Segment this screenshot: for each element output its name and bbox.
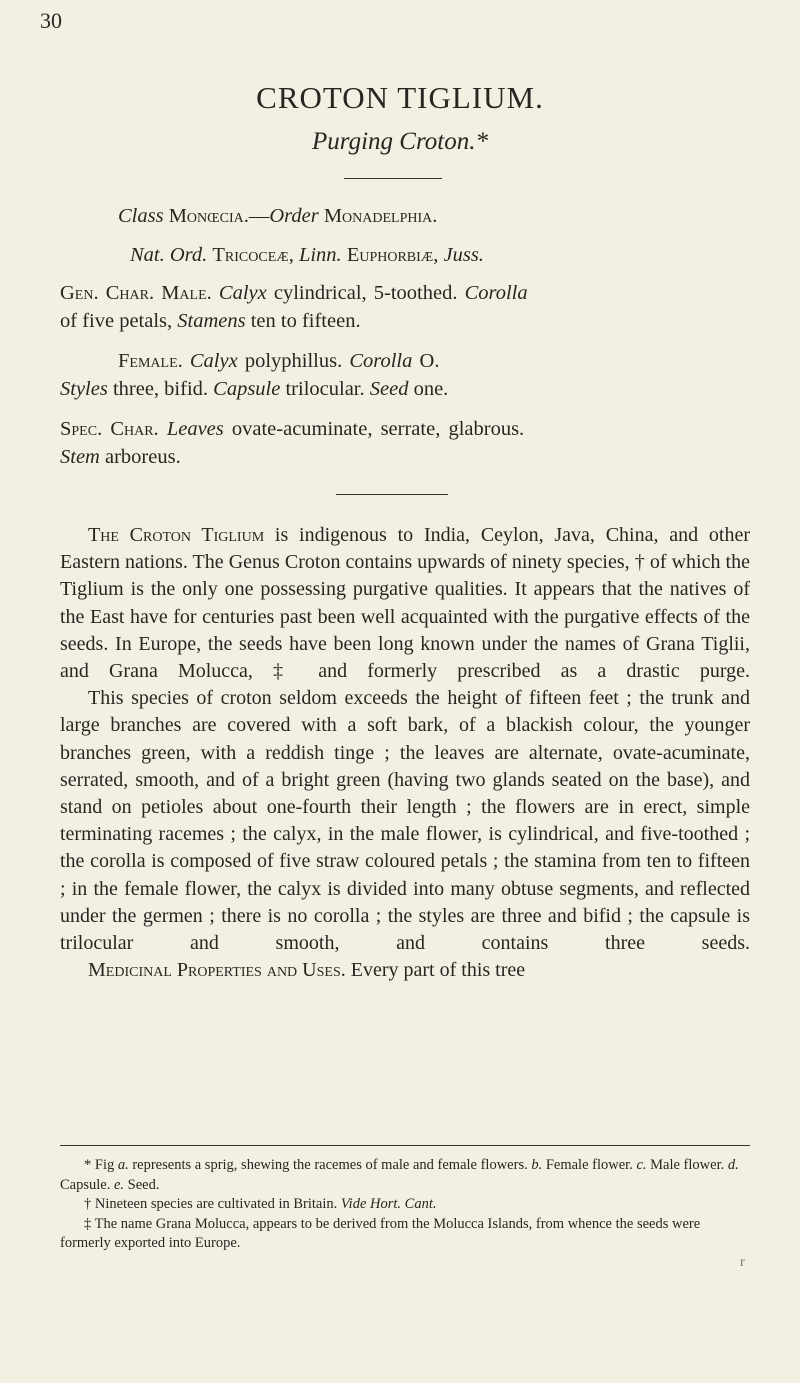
- section-divider: [336, 494, 448, 495]
- capsule-text: trilocular.: [285, 378, 365, 400]
- medicinal-text: Every part of this tree: [345, 959, 526, 982]
- spec-char-label: Spec. Char.: [60, 418, 159, 440]
- male-stamens-text: ten to fifteen.: [250, 310, 361, 332]
- seed-text: one.: [413, 378, 449, 400]
- paragraph-description: [60, 685, 750, 957]
- female-label: Female.: [118, 350, 183, 372]
- stem-text: arboreus.: [104, 446, 181, 468]
- fig-key-d: d.: [727, 1157, 739, 1173]
- male-label: Male.: [161, 282, 212, 304]
- paragraph-lead: The Croton Tiglium: [88, 524, 265, 546]
- class-value: Monœcia.: [168, 205, 249, 227]
- female-corolla-label: Corolla: [349, 350, 413, 372]
- female-corolla-text: O.: [419, 350, 440, 372]
- male-calyx-text: cylindrical, 5-toothed.: [273, 282, 458, 304]
- female-calyx-label: Calyx: [189, 350, 238, 372]
- body-text: [60, 522, 750, 984]
- capsule-label: Capsule: [213, 378, 281, 400]
- natord-value-2: Euphorbiæ,: [346, 244, 439, 266]
- fig-key-b: b.: [531, 1157, 543, 1173]
- male-corolla-label: Corolla: [464, 282, 528, 304]
- natord-authority-2: Juss.: [443, 244, 484, 266]
- footnote-name-origin: [60, 1215, 750, 1254]
- leaves-text: ovate-acuminate, serrate, glabrous.: [231, 418, 525, 440]
- stem-label: Stem: [60, 446, 100, 468]
- fig-key-e: e.: [113, 1176, 125, 1193]
- gen-char-label: Gen. Char.: [60, 282, 155, 304]
- fig-desc-c: Male flower.: [646, 1157, 725, 1173]
- spec-char-line-1: [60, 418, 524, 441]
- fig-desc-e: Seed.: [124, 1176, 160, 1193]
- page-number: 30: [40, 8, 62, 33]
- fig-desc-b: Female flower.: [542, 1157, 633, 1173]
- footnote-1-mark: * Fig: [84, 1157, 115, 1173]
- spec-char-line-2: [60, 446, 181, 469]
- natord-label: Nat. Ord.: [130, 244, 208, 266]
- natural-order-line: [130, 244, 484, 267]
- female-calyx-text: polyphillus.: [244, 350, 343, 372]
- fig-key-a: a.: [117, 1157, 129, 1173]
- paragraph-distribution-text: is indigenous to India, Ceylon, Java, China, and other Eastern nations. The Genus Croton contains upwards of ninety species, † of which the Tiglium is the only one possessing purgative qualities. It appears that the natives of the East have for centuries past been well acquainted with the purgative effects of the seeds. In Europe, the seeds have been long known under the names of Grana Tiglii, and Grana Molucca, ‡ and formerly prescribed as a drastic purge.: [60, 524, 750, 683]
- fig-key-c: c.: [636, 1157, 647, 1173]
- footnote-2-text: † Nineteen species are cultivated in Britain.: [84, 1196, 338, 1212]
- class-order-line: [118, 205, 437, 228]
- class-dash: —: [248, 205, 270, 227]
- paragraph-description-text: This species of croton seldom exceeds the height of fifteen feet ; the trunk and large branches are covered with a soft bark, of a blackish colour, the younger branches green, with a reddish tinge ; the leaves are alternate, ovate-acuminate, serrated, smooth, and of a bright green (having two glands seated on the base), and stand on petioles about one-fourth their length ; the flowers are in erect, simple terminating racemes ; the calyx, in the male flower, is cylindrical, and five-toothed ; the corolla is composed of five straw coloured petals ; the stamina from ten to fifteen ; in the female flower, the calyx is divided into many obtuse segments, and reflected under the germen ; there is no corolla ; the styles are three and bifid ; the capsule is trilocular and smooth, and contains three seeds.: [60, 687, 750, 955]
- gen-char-line-1: [60, 282, 528, 305]
- natord-value-1: Tricoceæ,: [212, 244, 294, 266]
- styles-label: Styles: [60, 378, 108, 400]
- footnote-divider: [60, 1145, 750, 1146]
- male-stamens-label: Stamens: [177, 310, 246, 332]
- gen-char-line-4: [60, 378, 448, 401]
- natord-authority-1: Linn.: [298, 244, 342, 266]
- fig-desc-a: represents a sprig, shewing the racemes of male and female flowers.: [128, 1157, 528, 1173]
- fig-desc-d: Capsule.: [60, 1176, 111, 1193]
- styles-text: three, bifid.: [112, 378, 209, 400]
- seed-label: Seed: [369, 378, 409, 400]
- medicinal-heading: Medicinal Properties and Uses.: [88, 959, 346, 982]
- footnote-species: [60, 1195, 750, 1215]
- gen-char-line-3: [118, 350, 439, 373]
- paragraph-distribution: [60, 522, 750, 685]
- footnote-3-text: ‡ The name Grana Molucca, appears to be derived from the Molucca Islands, from whence the seeds were formerly exported into Europe.: [60, 1215, 701, 1251]
- footnote-figure: [60, 1156, 750, 1195]
- order-value: Monadelphia.: [323, 205, 438, 227]
- footnote-2-reference: Vide Hort. Cant.: [340, 1196, 437, 1212]
- leaves-label: Leaves: [166, 418, 224, 440]
- page-subtitle: Purging Croton.*: [312, 128, 488, 155]
- male-corolla-text: of five petals,: [60, 310, 173, 332]
- title-divider: [344, 178, 442, 179]
- gen-char-line-2: [60, 310, 361, 333]
- class-label: Class: [118, 205, 164, 227]
- order-label: Order: [269, 205, 319, 227]
- footnotes: [60, 1156, 750, 1254]
- stray-print-mark: r: [740, 1255, 745, 1270]
- male-calyx-label: Calyx: [218, 282, 267, 304]
- paragraph-medicinal: [60, 957, 750, 984]
- page-title: CROTON TIGLIUM.: [256, 80, 544, 115]
